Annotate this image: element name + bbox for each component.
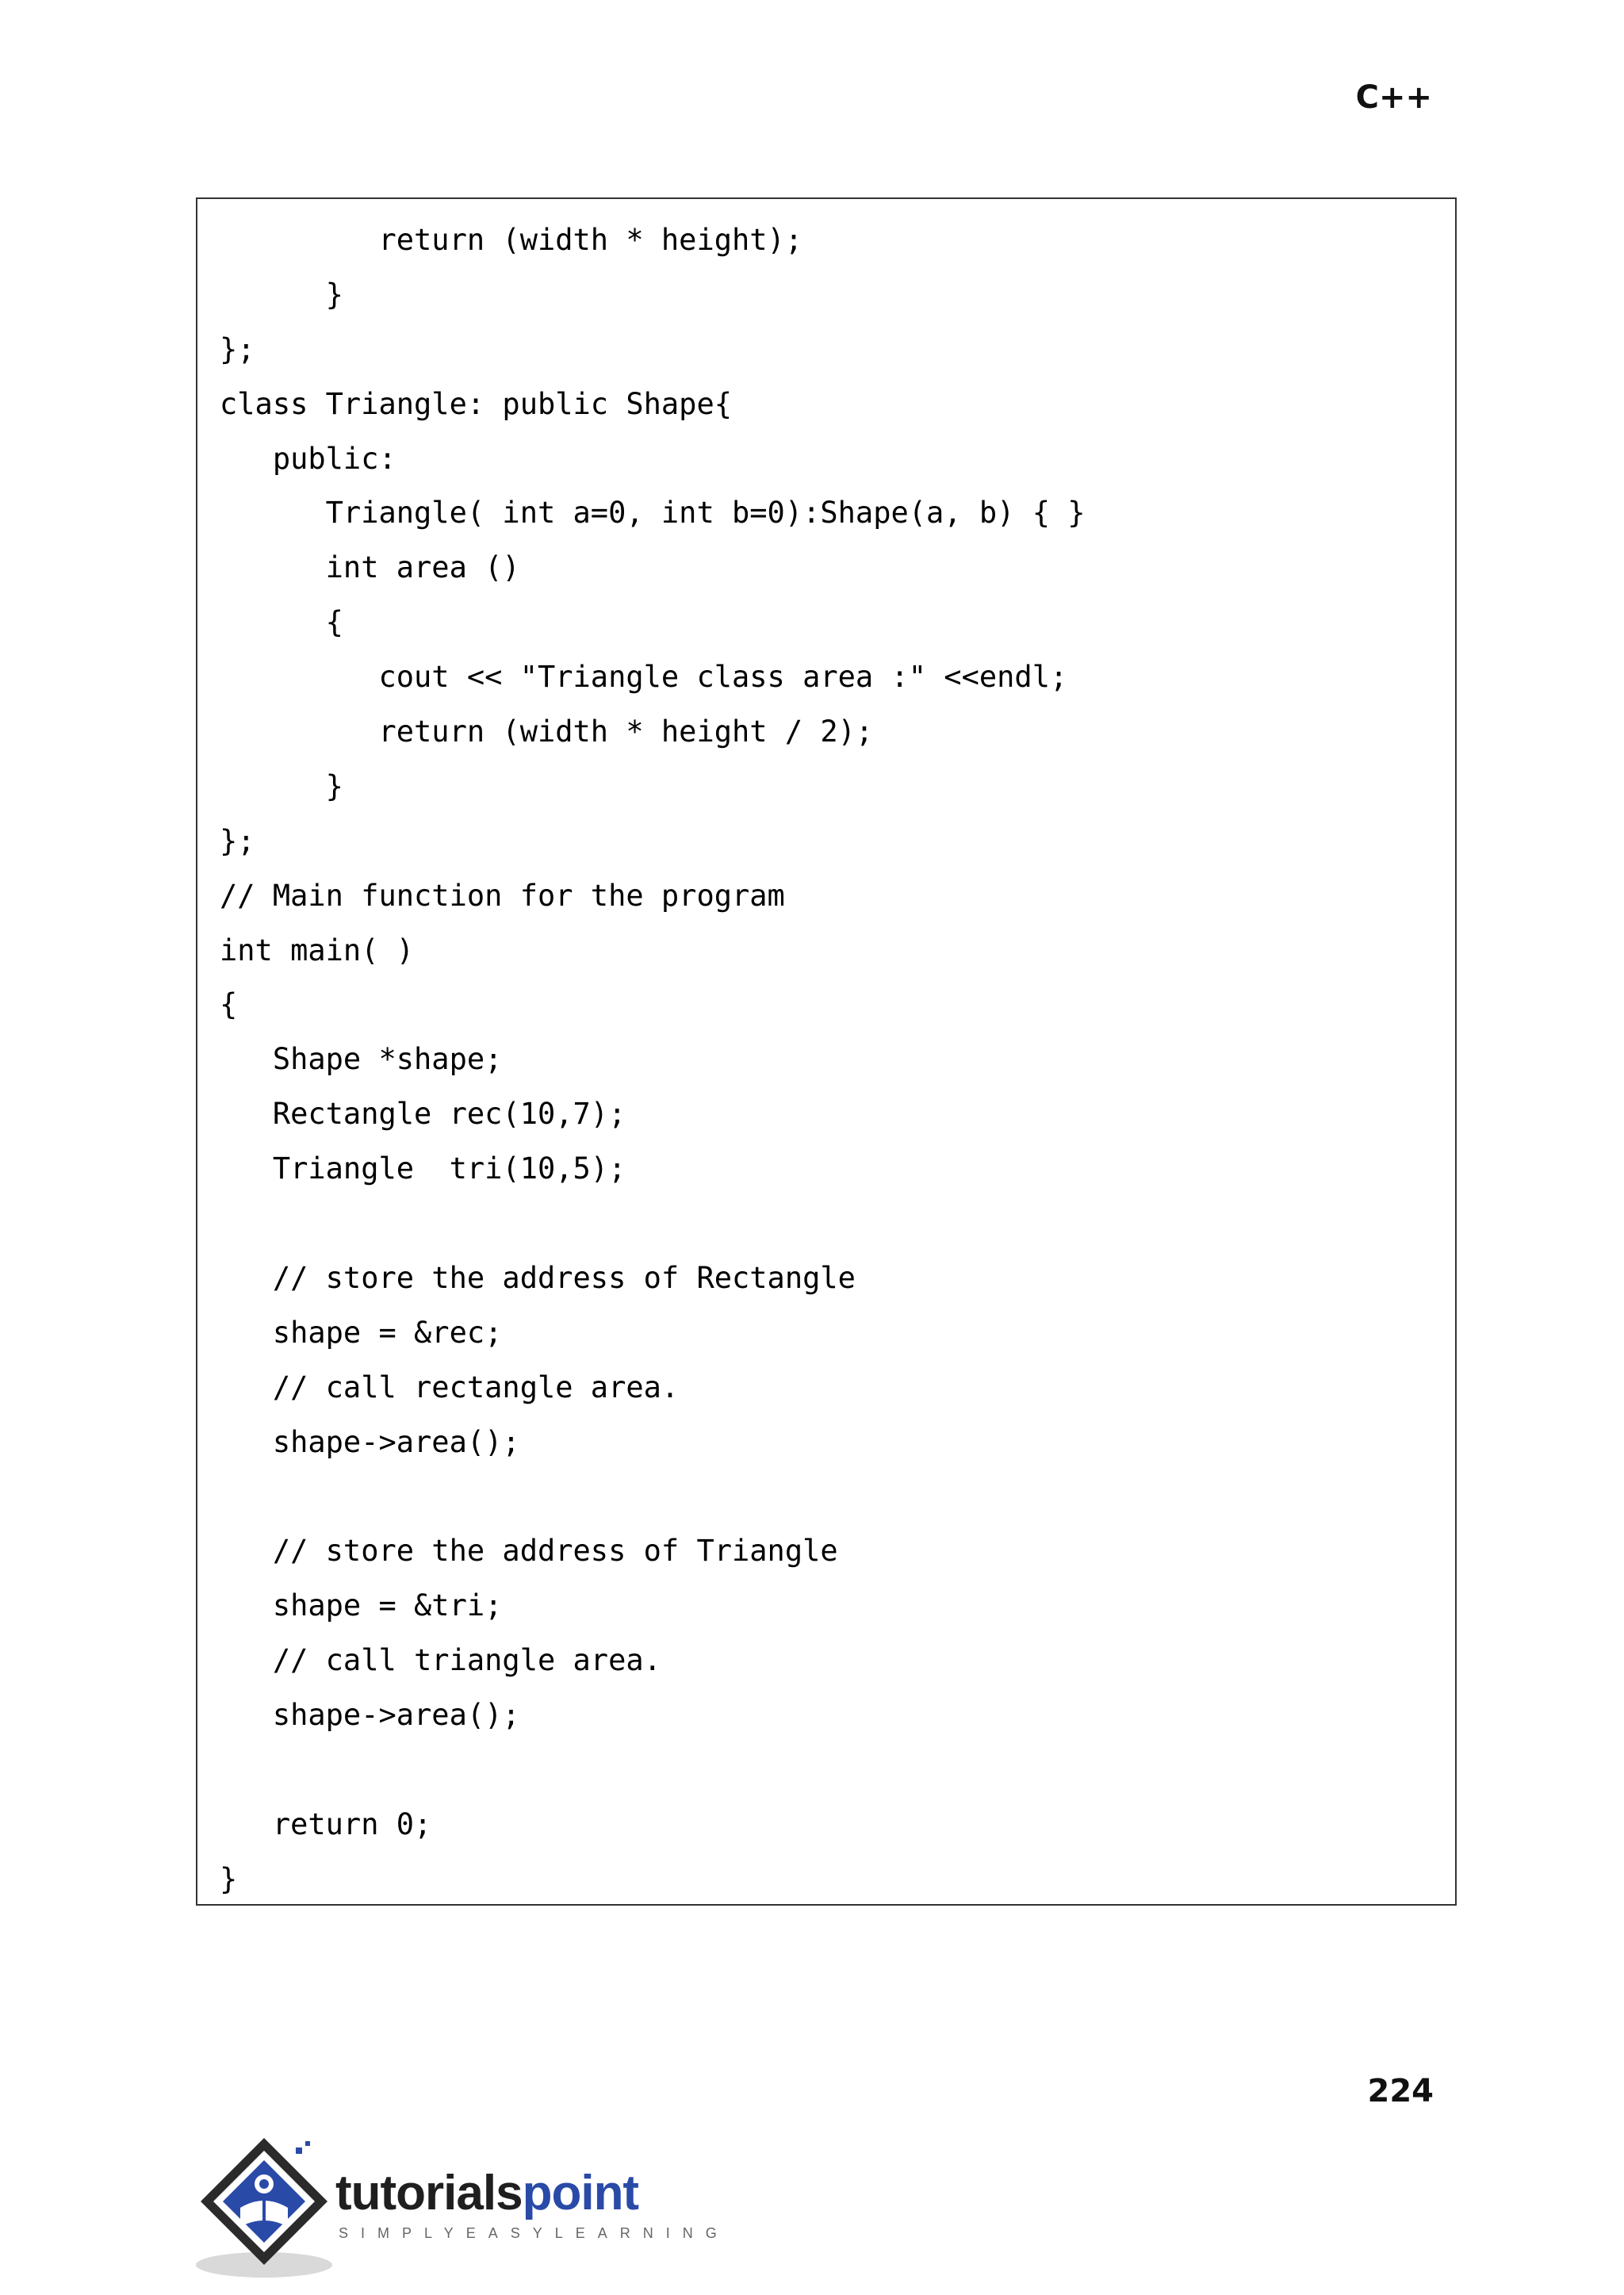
code-line (220, 1743, 1086, 1798)
code-line: }; (220, 823, 255, 858)
code-line: Triangle tri(10,5); (220, 1151, 626, 1186)
code-line: }; (220, 331, 255, 366)
code-line: // store the address of Rectangle (220, 1260, 856, 1295)
tutorialspoint-logo (194, 2132, 730, 2282)
code-line: // Main function for the program (220, 878, 785, 913)
code-line: class Triangle: public Shape{ (220, 386, 733, 421)
code-line: // call triangle area. (220, 1643, 661, 1678)
code-line: return 0; (220, 1806, 432, 1841)
logo-wordmark (335, 2165, 638, 2221)
code-line: } (220, 768, 343, 803)
page-number: 224 (1367, 2073, 1434, 2109)
code-line: Shape *shape; (220, 1042, 503, 1077)
logo-diamond-icon (194, 2132, 337, 2282)
code-line: } (220, 277, 343, 312)
code-lines (220, 213, 1086, 1907)
code-line: shape->area(); (220, 1698, 520, 1733)
code-block (196, 197, 1457, 1906)
code-line: int area () (220, 550, 520, 585)
code-line: cout << "Triangle class area :" <<endl; (220, 660, 1068, 695)
code-line: Rectangle rec(10,7); (220, 1097, 626, 1132)
logo-tagline: SIMPLYEASYLEARNING (339, 2225, 730, 2241)
code-line: Triangle( int a=0, int b=0):Shape(a, b) { } (220, 496, 1086, 531)
code-line: { (220, 605, 343, 640)
code-line (220, 1469, 1086, 1524)
code-line: } (220, 1861, 238, 1896)
code-line: shape = &rec; (220, 1315, 503, 1350)
header-title: C++ (1355, 79, 1432, 116)
code-line: shape = &tri; (220, 1588, 503, 1623)
code-line: return (width * height); (220, 223, 803, 257)
code-line: shape->area(); (220, 1424, 520, 1459)
code-line: // call rectangle area. (220, 1370, 680, 1404)
code-line: { (220, 987, 238, 1022)
code-line: public: (220, 441, 396, 476)
code-line: int main( ) (220, 933, 415, 967)
code-line: return (width * height / 2); (220, 715, 874, 749)
code-line: // store the address of Triangle (220, 1534, 838, 1569)
code-line (220, 1197, 1086, 1251)
logo-word-part1: tutorials (335, 2166, 523, 2220)
logo-word-part2: point (522, 2166, 639, 2220)
